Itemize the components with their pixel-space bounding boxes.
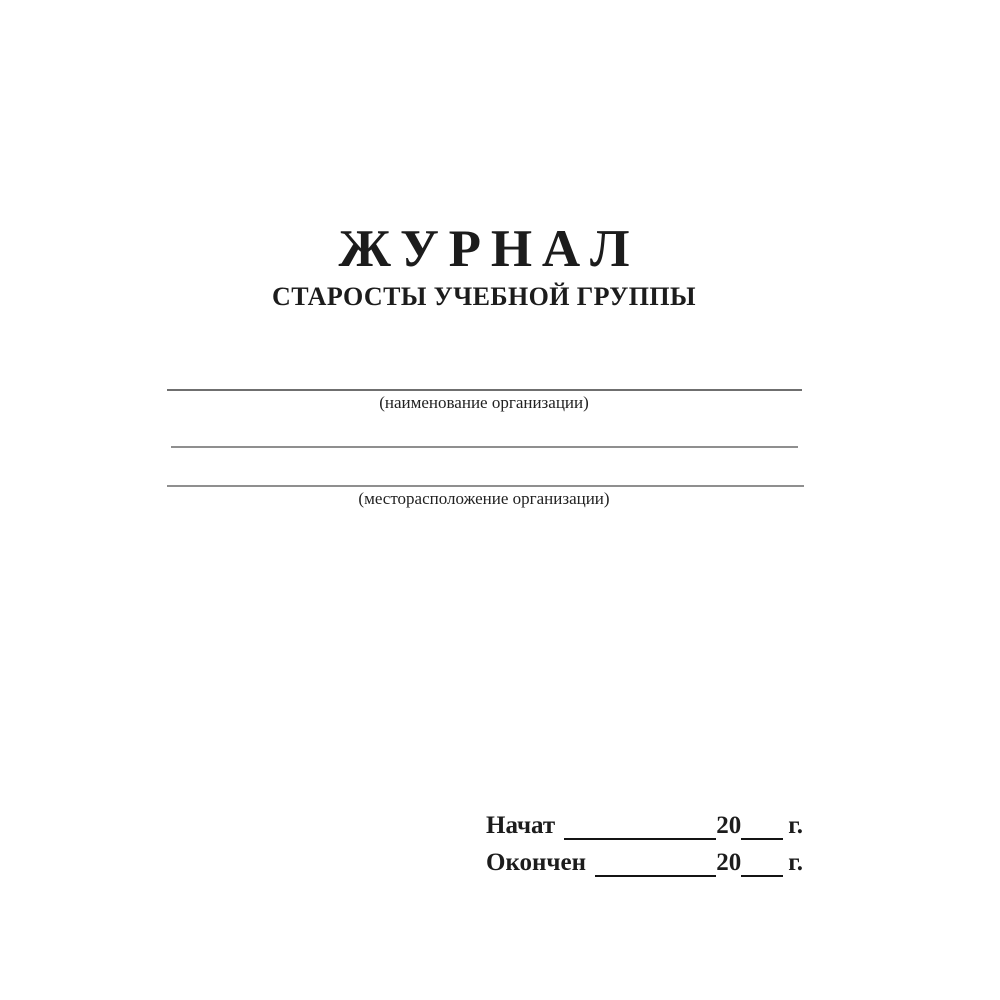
finished-date-row <box>486 849 803 877</box>
org-name-caption: (наименование организации) <box>379 393 589 412</box>
finished-year-prefix: 20 <box>716 849 742 876</box>
org-location-caption: (месторасположение организации) <box>358 489 610 508</box>
org-location-fill-line-2 <box>167 485 804 487</box>
page-subtitle: СТАРОСТЫ УЧЕБНОЙ ГРУППЫ <box>272 282 696 311</box>
finished-year-blank <box>741 849 783 877</box>
finished-date-blank <box>595 849 716 877</box>
started-label: Начат <box>486 812 556 839</box>
finished-label: Окончен <box>486 849 587 876</box>
started-year-prefix: 20 <box>716 812 742 839</box>
org-location-fill-line-1 <box>171 446 798 448</box>
finished-year-suffix: г. <box>788 849 803 876</box>
started-year-blank <box>741 812 783 840</box>
started-date-blank <box>564 812 716 840</box>
started-year-suffix: г. <box>788 812 803 839</box>
started-date-row <box>486 812 803 840</box>
page-title: ЖУРНАЛ <box>338 220 640 278</box>
org-name-fill-line <box>167 389 802 391</box>
